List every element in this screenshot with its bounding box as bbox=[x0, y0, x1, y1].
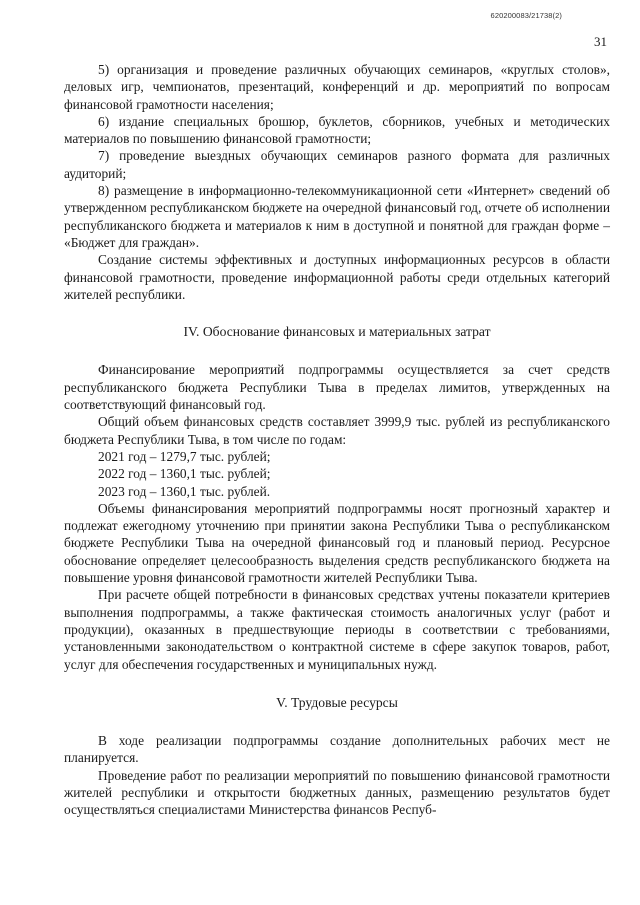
paragraph: Создание системы эффективных и доступных информационных ресурсов в области финансовой грамотности, проведение информационной работы среди отдельных категорий жителей республики. bbox=[64, 252, 610, 302]
paragraph: Финансирование мероприятий подпрограммы осуществляется за счет средств республиканского бюджета Республики Тыва в пределах лимитов, утвержденных на соответствующий финансовый год. bbox=[64, 362, 610, 413]
document-code: 620200083/21738(2) bbox=[490, 11, 562, 20]
list-item: 5) организация и проведение различных обучающих семинаров, «круглых столов», деловых игр, чемпионатов, презентаций, конференций и др. мероприятий по вопросам финансовой грамотности населения; bbox=[64, 62, 610, 112]
paragraph: Объемы финансирования мероприятий подпрограммы носят прогнозный характер и подлежат ежегодному уточнению при принятии закона Республики Тыва о республиканском бюджете Республики Тыва на очередной финансовый год и плановый период. Ресурсное обоснование определяет целесообразность выделения средств республиканского бюджета на повышение уровня финансовой грамотности жителей Республики Тыва. bbox=[64, 500, 610, 586]
year-funding-line: 2023 год – 1360,1 тыс. рублей. bbox=[98, 483, 271, 499]
document-body bbox=[64, 61, 610, 819]
list-item: 8) размещение в информационно-телекоммуникационной сети «Интернет» сведений об утвержденном республиканском бюджете на очередной финансовый год, отчете об исполнении республиканского бюджета и материалов к ним в доступной и понятной для граждан форме – «Бюджет для граждан». bbox=[64, 183, 610, 250]
year-funding-line: 2021 год – 1279,7 тыс. рублей; bbox=[98, 448, 271, 464]
section-heading-v: V. Трудовые ресурсы bbox=[276, 694, 398, 710]
paragraph: В ходе реализации подпрограммы создание дополнительных рабочих мест не планируется. bbox=[64, 733, 610, 766]
paragraph: Проведение работ по реализации мероприятий по повышению финансовой грамотности жителей республики и открытости бюджетных данных, размещению результатов будет осуществляться специалистами Министерства финансов Респуб- bbox=[64, 767, 610, 818]
section-heading-iv: IV. Обоснование финансовых и материальных затрат bbox=[183, 324, 491, 340]
year-funding-line: 2022 год – 1360,1 тыс. рублей; bbox=[98, 466, 271, 482]
list-item: 7) проведение выездных обучающих семинаров разного формата для различных аудиторий; bbox=[64, 148, 610, 181]
list-item: 6) издание специальных брошюр, буклетов, сборников, учебных и методических материалов по повышению финансовой грамотности; bbox=[64, 113, 610, 147]
paragraph: Общий объем финансовых средств составляет 3999,9 тыс. рублей из республиканского бюджета Республики Тыва, в том числе по годам: bbox=[64, 414, 610, 447]
page-number: 31 bbox=[594, 34, 607, 49]
paragraph: При расчете общей потребности в финансовых средствах учтены показатели критериев выполнения подпрограммы, а также фактическая стоимость аналогичных услуг (работ и продукции), оказанных в предшествующие периоды в соответствии с требованиями, установленными законодательством о контрактной системе в сфере закупок товаров, работ, услуг для обеспечения государственных и муниципальных нужд. bbox=[64, 587, 610, 672]
